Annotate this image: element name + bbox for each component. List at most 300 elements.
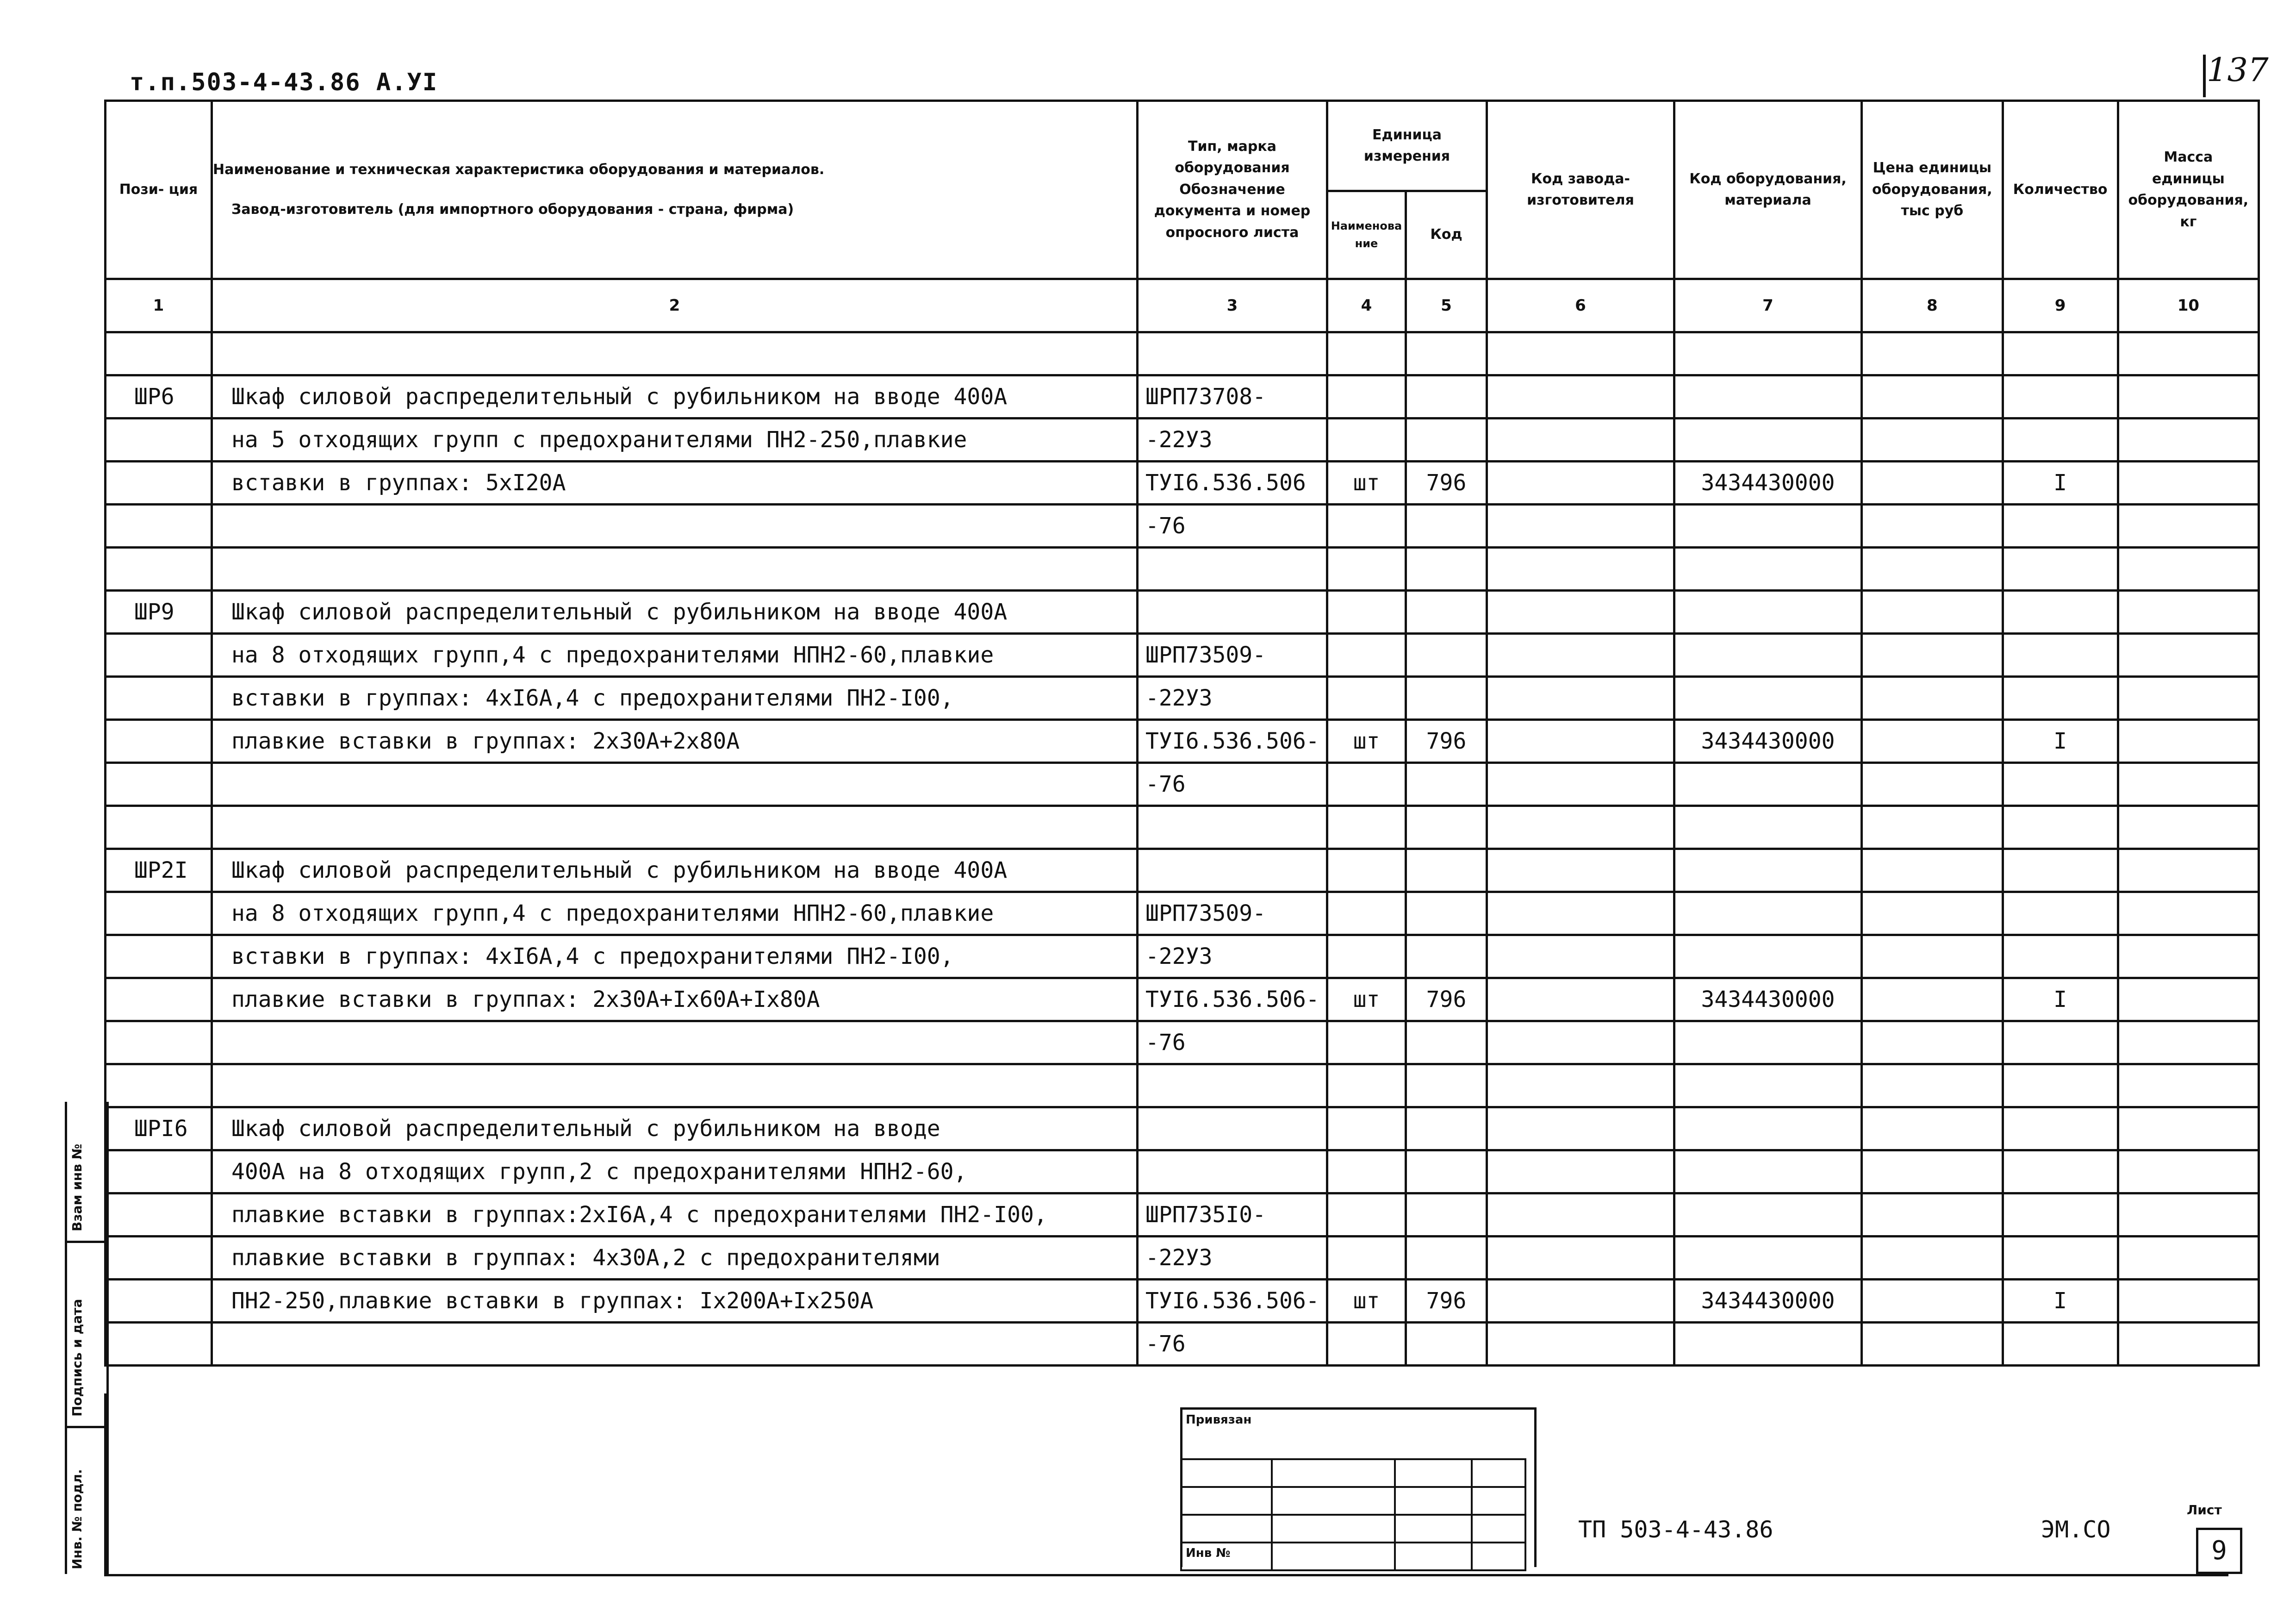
- row-price: [1862, 548, 2003, 591]
- row-name: [212, 806, 1138, 849]
- row-qty: [2003, 1323, 2118, 1366]
- row-mass: [2118, 1064, 2259, 1107]
- row-equip-code: [1674, 1193, 1862, 1237]
- table-row: [106, 677, 2259, 720]
- row-unit-name: [1327, 806, 1406, 849]
- col-header-name-line1: Наименование и техническая характеристика оборудования и материалов.: [213, 161, 825, 178]
- col-number: 8: [1862, 279, 2003, 332]
- row-mass: [2118, 1280, 2259, 1323]
- row-type: [1138, 1150, 1327, 1193]
- row-name: на 5 отходящих групп с предохранителями ПН2-250,плавкие: [212, 418, 1138, 462]
- row-price: [1862, 1150, 2003, 1193]
- row-equip-code: [1674, 591, 1862, 634]
- row-mass: [2118, 763, 2259, 806]
- row-price: [1862, 1021, 2003, 1064]
- row-name: Шкаф силовой распределительный с рубильником на вводе 400А: [212, 591, 1138, 634]
- row-equip-code: [1674, 1021, 1862, 1064]
- row-equip-code: [1674, 1323, 1862, 1366]
- row-position: [106, 1193, 212, 1237]
- side-stamp-divider: [65, 1241, 104, 1243]
- row-equip-code: 3434430000: [1674, 978, 1862, 1021]
- table-row: [106, 332, 2259, 375]
- row-equip-code: [1674, 375, 1862, 418]
- row-qty: [2003, 677, 2118, 720]
- row-mass: [2118, 375, 2259, 418]
- bottom-frame: [104, 1393, 2228, 1576]
- row-unit-code: [1406, 375, 1487, 418]
- row-price: [1862, 1237, 2003, 1280]
- col-header-unit-code: Код: [1406, 191, 1487, 279]
- table-row: [106, 1064, 2259, 1107]
- row-unit-code: [1406, 634, 1487, 677]
- row-position: [106, 1280, 212, 1323]
- side-stamp-sign-date: Подпись и дата: [69, 1299, 85, 1417]
- col-header-equip-code: Код оборудования, материала: [1674, 101, 1862, 279]
- row-type: ТУI6.536.506-: [1138, 1280, 1327, 1323]
- row-maker-code: [1487, 1280, 1674, 1323]
- row-equip-code: [1674, 1150, 1862, 1193]
- title-block-inv-label: Инв №: [1186, 1546, 1231, 1560]
- row-qty: [2003, 1193, 2118, 1237]
- row-price: [1862, 892, 2003, 935]
- row-price: [1862, 763, 2003, 806]
- row-maker-code: [1487, 1323, 1674, 1366]
- row-type: ШРП73509-: [1138, 892, 1327, 935]
- col-number: 2: [212, 279, 1138, 332]
- table-row: [106, 935, 2259, 978]
- row-name: плавкие вставки в группах:2хI6А,4 с предохранителями ПН2-I00,: [212, 1193, 1138, 1237]
- row-qty: [2003, 892, 2118, 935]
- row-unit-code: [1406, 505, 1487, 548]
- row-unit-name: [1327, 1021, 1406, 1064]
- row-qty: [2003, 1237, 2118, 1280]
- row-unit-name: [1327, 548, 1406, 591]
- col-number: 3: [1138, 279, 1327, 332]
- column-number-row: [106, 279, 2259, 332]
- row-maker-code: [1487, 1150, 1674, 1193]
- table-body: [106, 332, 2259, 1366]
- row-position: [106, 978, 212, 1021]
- row-unit-code: [1406, 1021, 1487, 1064]
- row-type: [1138, 548, 1327, 591]
- row-name: 400А на 8 отходящих групп,2 с предохранителями НПН2-60,: [212, 1150, 1138, 1193]
- row-name: [212, 548, 1138, 591]
- row-name: Шкаф силовой распределительный с рубильником на вводе 400А: [212, 849, 1138, 892]
- row-unit-code: [1406, 1150, 1487, 1193]
- row-equip-code: [1674, 1064, 1862, 1107]
- col-header-unit-name: Наименование: [1327, 191, 1406, 279]
- row-price: [1862, 935, 2003, 978]
- row-maker-code: [1487, 806, 1674, 849]
- row-mass: [2118, 978, 2259, 1021]
- title-block: [1180, 1407, 1537, 1569]
- row-position: ШРI6: [106, 1107, 212, 1150]
- row-unit-code: [1406, 332, 1487, 375]
- table-row: [106, 375, 2259, 418]
- row-position: [106, 1237, 212, 1280]
- row-position: [106, 806, 212, 849]
- row-name: ПН2-250,плавкие вставки в группах: Iх200А+Iх250А: [212, 1280, 1138, 1323]
- row-unit-code: [1406, 1237, 1487, 1280]
- row-name: [212, 332, 1138, 375]
- row-maker-code: [1487, 375, 1674, 418]
- row-mass: [2118, 806, 2259, 849]
- row-maker-code: [1487, 978, 1674, 1021]
- row-type: ТУI6.536.506-: [1138, 978, 1327, 1021]
- row-position: [106, 462, 212, 505]
- row-price: [1862, 1064, 2003, 1107]
- row-maker-code: [1487, 591, 1674, 634]
- row-price: [1862, 375, 2003, 418]
- row-mass: [2118, 1237, 2259, 1280]
- row-type: -76: [1138, 763, 1327, 806]
- row-mass: [2118, 505, 2259, 548]
- row-position: [106, 548, 212, 591]
- row-equip-code: [1674, 806, 1862, 849]
- row-qty: [2003, 1107, 2118, 1150]
- row-name: вставки в группах: 4хI6А,4 с предохранителями ПН2-I00,: [212, 677, 1138, 720]
- row-name: [212, 1064, 1138, 1107]
- row-unit-code: [1406, 677, 1487, 720]
- row-unit-name: [1327, 591, 1406, 634]
- row-unit-name: [1327, 375, 1406, 418]
- row-mass: [2118, 462, 2259, 505]
- row-maker-code: [1487, 849, 1674, 892]
- table-row: [106, 720, 2259, 763]
- row-unit-name: [1327, 1323, 1406, 1366]
- row-equip-code: [1674, 892, 1862, 935]
- row-type: [1138, 1064, 1327, 1107]
- row-equip-code: [1674, 677, 1862, 720]
- row-unit-name: [1327, 1193, 1406, 1237]
- side-stamp-replace-inv: Взам инв №: [69, 1143, 85, 1231]
- row-position: [106, 1150, 212, 1193]
- table-row: [106, 418, 2259, 462]
- row-type: ШРП735I0-: [1138, 1193, 1327, 1237]
- row-mass: [2118, 720, 2259, 763]
- row-unit-name: шт: [1327, 720, 1406, 763]
- row-unit-code: [1406, 1064, 1487, 1107]
- table-row: [106, 1323, 2259, 1366]
- row-mass: [2118, 935, 2259, 978]
- row-price: [1862, 1280, 2003, 1323]
- row-mass: [2118, 1193, 2259, 1237]
- col-header-mass: Масса единицы оборудования, кг: [2118, 101, 2259, 279]
- row-position: [106, 935, 212, 978]
- row-position: [106, 892, 212, 935]
- row-price: [1862, 634, 2003, 677]
- row-unit-code: [1406, 1323, 1487, 1366]
- row-maker-code: [1487, 892, 1674, 935]
- row-unit-code: 796: [1406, 1280, 1487, 1323]
- row-qty: I: [2003, 462, 2118, 505]
- row-equip-code: [1674, 849, 1862, 892]
- row-price: [1862, 418, 2003, 462]
- table-row: [106, 505, 2259, 548]
- row-position: [106, 1323, 212, 1366]
- row-name: плавкие вставки в группах: 2х30А+Iх60А+Iх80А: [212, 978, 1138, 1021]
- row-price: [1862, 332, 2003, 375]
- row-qty: [2003, 806, 2118, 849]
- row-price: [1862, 1323, 2003, 1366]
- row-equip-code: 3434430000: [1674, 720, 1862, 763]
- row-type: [1138, 332, 1327, 375]
- row-price: [1862, 1193, 2003, 1237]
- col-header-qty: Количество: [2003, 101, 2118, 279]
- row-qty: [2003, 375, 2118, 418]
- row-mass: [2118, 548, 2259, 591]
- row-mass: [2118, 677, 2259, 720]
- table-row: [106, 892, 2259, 935]
- row-position: [106, 634, 212, 677]
- row-unit-code: [1406, 1193, 1487, 1237]
- row-price: [1862, 720, 2003, 763]
- row-maker-code: [1487, 935, 1674, 978]
- row-name: плавкие вставки в группах: 4х30А,2 с предохранителями: [212, 1237, 1138, 1280]
- row-type: -22У3: [1138, 677, 1327, 720]
- row-equip-code: [1674, 935, 1862, 978]
- side-stamp-divider: [65, 1426, 104, 1428]
- row-maker-code: [1487, 462, 1674, 505]
- row-unit-code: [1406, 548, 1487, 591]
- row-price: [1862, 591, 2003, 634]
- row-name: [212, 505, 1138, 548]
- row-name: на 8 отходящих групп,4 с предохранителями НПН2-60,плавкие: [212, 634, 1138, 677]
- row-type: -22У3: [1138, 935, 1327, 978]
- row-unit-code: [1406, 806, 1487, 849]
- row-maker-code: [1487, 634, 1674, 677]
- row-unit-name: шт: [1327, 978, 1406, 1021]
- row-unit-name: [1327, 418, 1406, 462]
- row-equip-code: 3434430000: [1674, 462, 1862, 505]
- row-position: [106, 1021, 212, 1064]
- col-header-unit-group: Единица измерения: [1327, 101, 1487, 191]
- row-type: [1138, 591, 1327, 634]
- row-unit-code: [1406, 591, 1487, 634]
- row-unit-name: [1327, 935, 1406, 978]
- row-type: ШРП73509-: [1138, 634, 1327, 677]
- footer-doc-code: ТП 503-4-43.86: [1578, 1516, 1773, 1543]
- table-row: [106, 462, 2259, 505]
- col-number: 4: [1327, 279, 1406, 332]
- row-name: вставки в группах: 4хI6А,4 с предохранителями ПН2-I00,: [212, 935, 1138, 978]
- row-unit-name: шт: [1327, 1280, 1406, 1323]
- table-row: [106, 849, 2259, 892]
- row-price: [1862, 677, 2003, 720]
- row-qty: [2003, 332, 2118, 375]
- table-row: [106, 763, 2259, 806]
- row-name: [212, 1021, 1138, 1064]
- row-mass: [2118, 892, 2259, 935]
- row-qty: [2003, 1021, 2118, 1064]
- row-name: [212, 1323, 1138, 1366]
- col-header-name-line2: Завод-изготовитель (для импортного оборудования - страна, фирма): [231, 201, 794, 218]
- table-row: [106, 1193, 2259, 1237]
- row-unit-code: 796: [1406, 462, 1487, 505]
- row-maker-code: [1487, 1064, 1674, 1107]
- row-unit-code: [1406, 1107, 1487, 1150]
- row-maker-code: [1487, 548, 1674, 591]
- table-row: [106, 1107, 2259, 1150]
- row-unit-name: [1327, 677, 1406, 720]
- col-header-position: Пози- ция: [106, 101, 212, 279]
- row-position: [106, 418, 212, 462]
- row-mass: [2118, 591, 2259, 634]
- row-unit-name: [1327, 634, 1406, 677]
- row-mass: [2118, 849, 2259, 892]
- row-qty: I: [2003, 1280, 2118, 1323]
- row-name: плавкие вставки в группах: 2х30А+2х80А: [212, 720, 1138, 763]
- row-position: ШР2I: [106, 849, 212, 892]
- row-name: Шкаф силовой распределительный с рубильником на вводе: [212, 1107, 1138, 1150]
- sheet-number: 9: [2196, 1528, 2242, 1574]
- row-unit-name: [1327, 763, 1406, 806]
- row-type: ТУI6.536.506: [1138, 462, 1327, 505]
- row-unit-name: шт: [1327, 462, 1406, 505]
- row-equip-code: [1674, 548, 1862, 591]
- row-unit-code: [1406, 418, 1487, 462]
- row-equip-code: [1674, 505, 1862, 548]
- row-price: [1862, 505, 2003, 548]
- col-number: 10: [2118, 279, 2259, 332]
- row-unit-code: 796: [1406, 720, 1487, 763]
- row-type: ШРП73708-: [1138, 375, 1327, 418]
- title-block-grid: [1180, 1458, 1526, 1571]
- row-mass: [2118, 418, 2259, 462]
- row-price: [1862, 462, 2003, 505]
- table-row: [106, 634, 2259, 677]
- table-row: [106, 548, 2259, 591]
- row-unit-code: [1406, 763, 1487, 806]
- table-row: [106, 1280, 2259, 1323]
- row-maker-code: [1487, 1193, 1674, 1237]
- row-maker-code: [1487, 332, 1674, 375]
- row-mass: [2118, 332, 2259, 375]
- row-unit-name: [1327, 332, 1406, 375]
- row-mass: [2118, 1107, 2259, 1150]
- side-stamp-inv-orig: Инв. № подл.: [69, 1469, 85, 1569]
- title-block-bound-label: Привязан: [1186, 1413, 1252, 1427]
- row-price: [1862, 849, 2003, 892]
- table-row: [106, 1150, 2259, 1193]
- row-mass: [2118, 1021, 2259, 1064]
- row-equip-code: [1674, 763, 1862, 806]
- footer-doc-suffix: ЭМ.СО: [2041, 1516, 2111, 1543]
- row-equip-code: [1674, 1237, 1862, 1280]
- row-qty: I: [2003, 978, 2118, 1021]
- row-unit-name: [1327, 1107, 1406, 1150]
- row-maker-code: [1487, 505, 1674, 548]
- row-unit-name: [1327, 1064, 1406, 1107]
- row-qty: [2003, 591, 2118, 634]
- col-number: 5: [1406, 279, 1487, 332]
- row-name: на 8 отходящих групп,4 с предохранителями НПН2-60,плавкие: [212, 892, 1138, 935]
- row-qty: [2003, 763, 2118, 806]
- corner-divider: [2203, 55, 2206, 97]
- row-qty: [2003, 548, 2118, 591]
- row-equip-code: [1674, 418, 1862, 462]
- row-maker-code: [1487, 1107, 1674, 1150]
- document-reference: т.п.503-4-43.86 А.УI: [130, 69, 438, 96]
- row-position: [106, 677, 212, 720]
- col-number: 1: [106, 279, 212, 332]
- col-number: 6: [1487, 279, 1674, 332]
- row-qty: [2003, 505, 2118, 548]
- row-unit-code: [1406, 849, 1487, 892]
- row-maker-code: [1487, 763, 1674, 806]
- row-type: ТУI6.536.506-: [1138, 720, 1327, 763]
- row-position: [106, 720, 212, 763]
- row-maker-code: [1487, 418, 1674, 462]
- row-maker-code: [1487, 720, 1674, 763]
- row-maker-code: [1487, 1237, 1674, 1280]
- row-qty: [2003, 935, 2118, 978]
- row-type: -22У3: [1138, 1237, 1327, 1280]
- row-equip-code: [1674, 332, 1862, 375]
- row-position: ШР9: [106, 591, 212, 634]
- table-row: [106, 1237, 2259, 1280]
- row-type: -76: [1138, 1323, 1327, 1366]
- row-name: Шкаф силовой распределительный с рубильником на вводе 400А: [212, 375, 1138, 418]
- row-unit-code: [1406, 892, 1487, 935]
- row-unit-name: [1327, 1150, 1406, 1193]
- row-position: ШР6: [106, 375, 212, 418]
- row-unit-name: [1327, 892, 1406, 935]
- row-type: [1138, 849, 1327, 892]
- table-row: [106, 806, 2259, 849]
- row-maker-code: [1487, 1021, 1674, 1064]
- specification-table: [104, 100, 2260, 1367]
- row-price: [1862, 1107, 2003, 1150]
- row-type: -76: [1138, 1021, 1327, 1064]
- row-type: [1138, 1107, 1327, 1150]
- row-qty: [2003, 1064, 2118, 1107]
- row-type: -22У3: [1138, 418, 1327, 462]
- row-unit-code: [1406, 935, 1487, 978]
- row-qty: [2003, 418, 2118, 462]
- row-qty: [2003, 1150, 2118, 1193]
- row-unit-name: [1327, 849, 1406, 892]
- row-equip-code: [1674, 634, 1862, 677]
- row-type: -76: [1138, 505, 1327, 548]
- col-header-maker-code: Код завода-изготовителя: [1487, 101, 1674, 279]
- page-mark: 137: [2207, 51, 2269, 89]
- row-name: [212, 763, 1138, 806]
- row-unit-name: [1327, 1237, 1406, 1280]
- row-unit-code: 796: [1406, 978, 1487, 1021]
- row-mass: [2118, 1323, 2259, 1366]
- col-header-name: [212, 101, 1138, 279]
- row-position: [106, 763, 212, 806]
- row-position: [106, 505, 212, 548]
- col-number: 9: [2003, 279, 2118, 332]
- row-qty: I: [2003, 720, 2118, 763]
- row-position: [106, 1064, 212, 1107]
- row-equip-code: [1674, 1107, 1862, 1150]
- row-price: [1862, 806, 2003, 849]
- table-row: [106, 978, 2259, 1021]
- row-name: вставки в группах: 5хI20А: [212, 462, 1138, 505]
- row-position: [106, 332, 212, 375]
- row-mass: [2118, 634, 2259, 677]
- row-price: [1862, 978, 2003, 1021]
- table-row: [106, 1021, 2259, 1064]
- row-type: [1138, 806, 1327, 849]
- col-header-type: Тип, марка оборудования Обозначение документа и номер опросного листа: [1138, 101, 1327, 279]
- row-equip-code: 3434430000: [1674, 1280, 1862, 1323]
- sheet-label: Лист: [2187, 1502, 2222, 1518]
- col-header-price: Цена единицы оборудования, тыс руб: [1862, 101, 2003, 279]
